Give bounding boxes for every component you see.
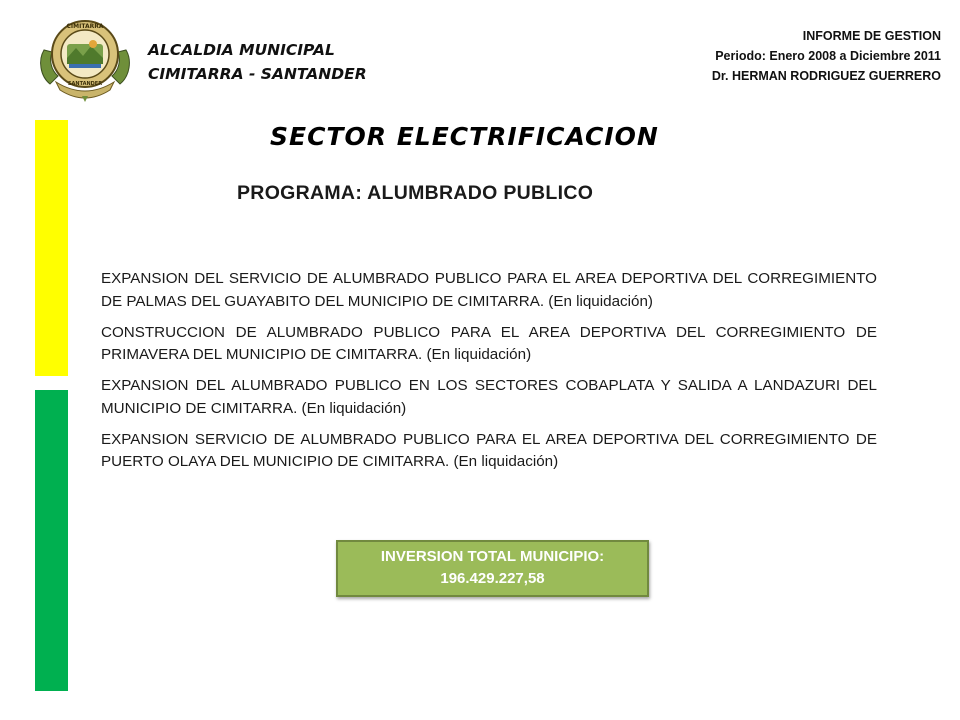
organization-name	[148, 38, 367, 86]
investment-amount: 196.429.227,58	[440, 570, 545, 587]
project-item: EXPANSION SERVICIO DE ALUMBRADO PUBLICO PARA EL AREA DEPORTIVA DEL CORREGIMIENTO DE PUERTO OLAYA DEL MUNICIPIO DE CIMITARRA. (En liquidación)	[101, 430, 877, 470]
investment-total-box	[336, 540, 649, 597]
report-period: Periodo: Enero 2008 a Diciembre 2011	[715, 49, 941, 63]
project-item: EXPANSION DEL ALUMBRADO PUBLICO EN LOS SECTORES COBAPLATA Y SALIDA A LANDAZURI DEL MUNICIPIO DE CIMITARRA. (En liquidación)	[101, 377, 877, 417]
report-info	[712, 26, 941, 86]
program-title: PROGRAMA: ALUMBRADO PUBLICO	[237, 182, 594, 204]
yellow-flag-bar	[35, 120, 68, 376]
project-item: CONSTRUCCION DE ALUMBRADO PUBLICO PARA EL AREA DEPORTIVA DEL CORREGIMIENTO DE PRIMAVERA DEL MUNICIPIO DE CIMITARRA. (En liquidación)	[101, 323, 877, 363]
report-author: Dr. HERMAN RODRIGUEZ GUERRERO	[711, 69, 941, 83]
org-line-1: ALCALDIA MUNICIPAL	[148, 41, 335, 59]
project-item: EXPANSION DEL SERVICIO DE ALUMBRADO PUBLICO PARA EL AREA DEPORTIVA DEL CORREGIMIENTO DE PALMAS DEL GUAYABITO DEL MUNICIPIO DE CIMITARRA. (En liquidación)	[101, 270, 877, 310]
investment-label: INVERSION TOTAL MUNICIPIO:	[380, 548, 605, 565]
seal-top-text: CIMITARRA	[66, 23, 104, 30]
report-title: INFORME DE GESTION	[802, 29, 941, 43]
seal-bottom-text: SANTANDER	[67, 81, 103, 87]
green-flag-bar	[35, 390, 68, 691]
org-line-2: CIMITARRA - SANTANDER	[148, 65, 367, 83]
project-list	[101, 268, 877, 482]
municipal-seal-logo	[36, 14, 134, 102]
sector-title: SECTOR ELECTRIFICACION	[270, 122, 659, 151]
